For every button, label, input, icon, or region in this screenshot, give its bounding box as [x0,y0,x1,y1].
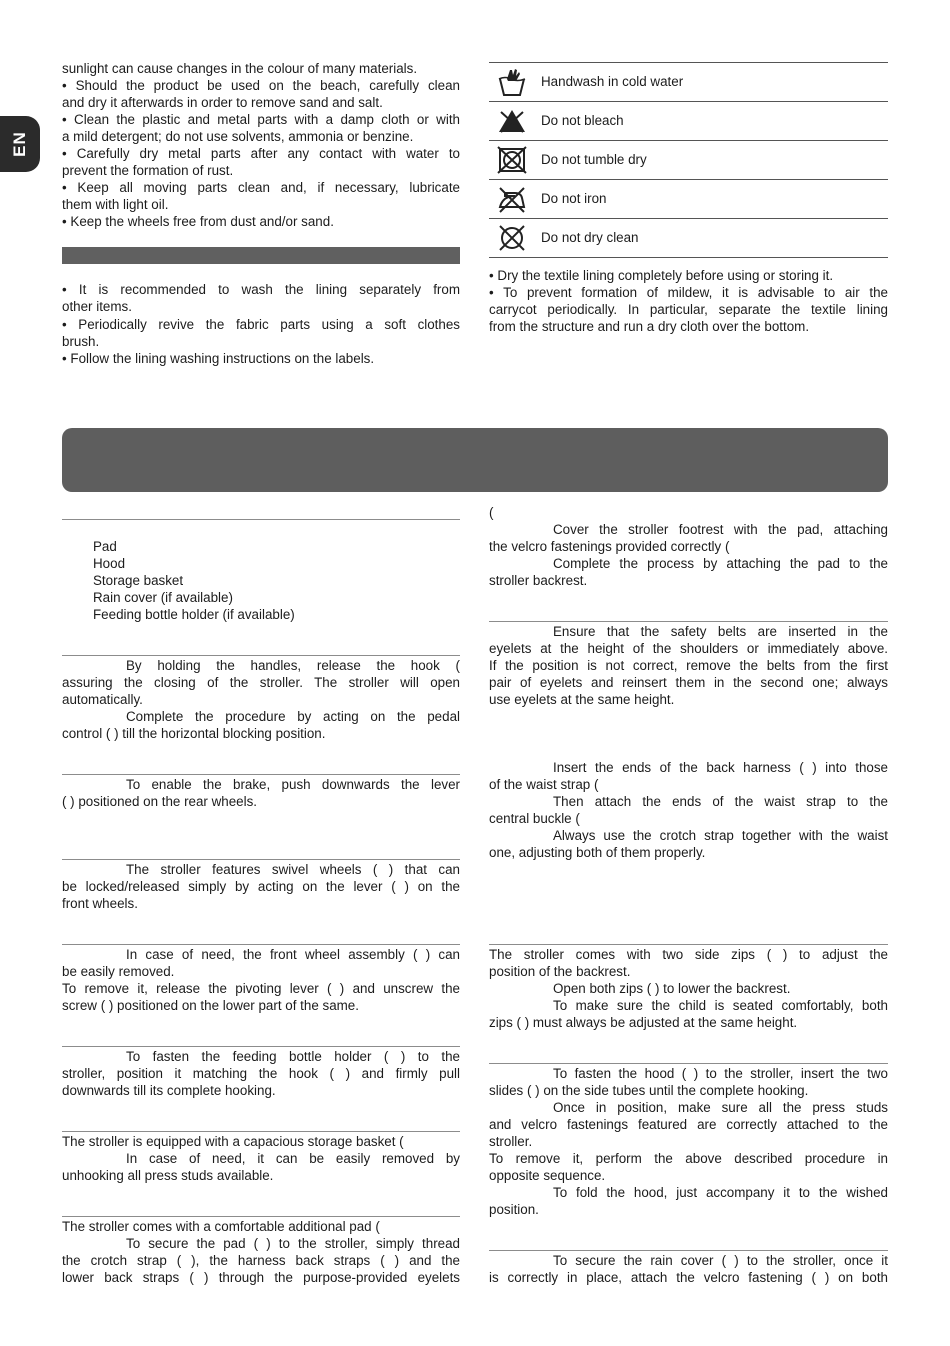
text-line: To remove it, perform the above described procedure in [489,1151,888,1166]
text-line: To enable the brake, push downwards the lever [126,777,460,792]
text-line: use eyelets at the same height. [489,692,675,707]
care-symbol-label: Handwash in cold water [541,74,684,89]
text-line: sunlight can cause changes in the colour of many materials. [62,61,418,76]
divider [62,774,460,775]
list-item: Storage basket [93,573,184,588]
text-line: pair of eyelets and reinsert them in the second one; always [489,675,888,690]
care-symbol-label: Do not tumble dry [541,152,647,167]
text-line: Open both zips ( ) to lower the backrest. [553,981,791,996]
language-tab [0,116,40,172]
text-line: front wheels. [62,896,138,911]
care-symbol-row [489,101,888,140]
text-line: position. [489,1202,539,1217]
text-line: one, adjusting both of them properly. [489,845,706,860]
text-line: Complete the process by attaching the pad to the [553,556,888,571]
care-symbols-table [489,62,888,258]
accessories-list [93,538,295,623]
text-line: them with light oil. [62,197,169,212]
text-line: Insert the ends of the back harness ( ) into those [553,760,888,775]
text-line: stroller, position it matching the hook ( ) and firmly pull [62,1066,460,1081]
text-line: ( ) positioned on the rear wheels. [62,794,258,809]
text-line: Cover the stroller footrest with the pad, attaching [553,522,888,537]
text-line: downwards till its complete hooking. [62,1083,276,1098]
text-line: To secure the pad ( ) to the stroller, simply thread [126,1236,460,1251]
text-line: central buckle ( [489,811,580,826]
text-line: The stroller comes with a comfortable additional pad ( [62,1219,380,1234]
text-line: other items. [62,299,132,314]
care-symbol-label: Do not dry clean [541,230,639,245]
care-symbol-row [489,62,888,101]
text-line: stroller backrest. [489,573,588,588]
divider [489,1063,888,1064]
text-line: stroller. [489,1134,533,1149]
care-symbol-label: Do not bleach [541,113,624,128]
list-item: Pad [93,539,117,554]
divider [62,1131,460,1132]
text-line: ( [489,505,494,520]
divider [62,655,460,656]
text-line: lower back straps ( ) through the purpose-provided eyelets [62,1270,460,1285]
text-line: a mild detergent; do not use solvents, ammonia or benzine. [62,129,414,144]
text-line: If the position is not correct, remove the belts from the first [489,658,888,673]
text-line: Once in position, make sure all the press studs [553,1100,888,1115]
text-line: To remove it, release the pivoting lever ( ) and unscrew the [62,981,460,996]
divider [489,944,888,945]
text-line: • Keep all moving parts clean and, if necessary, lubricate [62,180,460,195]
language-label: EN [10,131,29,157]
text-line: In case of need, the front wheel assembly ( ) can [126,947,460,962]
divider [489,1250,888,1251]
text-line: zips ( ) must always be adjusted at the same height. [489,1015,798,1030]
text-line: assuring the closing of the stroller. The stroller will open [62,675,460,690]
divider [489,621,888,622]
text-line: prevent the formation of rust. [62,163,234,178]
text-line: screw ( ) positioned on the lower part of the same. [62,998,359,1013]
text-line: from the structure and run a dry cloth over the bottom. [489,319,810,334]
list-item: Rain cover (if available) [93,590,233,605]
divider [62,859,460,860]
text-line: be easily removed. [62,964,175,979]
text-line: of the waist strap ( [489,777,599,792]
text-line: • Periodically revive the fabric parts using a soft clothes [62,317,460,332]
list-item: Hood [93,556,126,571]
care-symbol-label: Do not iron [541,191,607,206]
text-line: Then attach the ends of the waist strap to the [553,794,888,809]
divider [62,519,460,520]
no-tumble-dry-icon [497,145,527,175]
care-symbol-row [489,179,888,218]
text-line: To fasten the feeding bottle holder ( ) to the [126,1049,460,1064]
text-line: To fold the hood, just accompany it to the wished [553,1185,888,1200]
no-bleach-icon [497,106,527,136]
text-line: unhooking all press studs available. [62,1168,274,1183]
text-line: By holding the handles, release the hook ( [126,658,460,673]
text-line: carrycot periodically. In particular, separate the textile lining [489,302,888,317]
text-line: In case of need, it can be easily removed by [126,1151,460,1166]
text-line: control ( ) till the horizontal blocking position. [62,726,326,741]
text-line: The stroller is equipped with a capacious storage basket ( [62,1134,404,1149]
text-line: • Should the product be used on the beach, carefully clean [62,78,460,93]
divider [62,1046,460,1047]
text-line: • Dry the textile lining completely before using or storing it. [489,268,834,283]
text-line: position of the backrest. [489,964,631,979]
text-line: • It is recommended to wash the lining separately from [62,282,460,297]
care-symbol-row [489,140,888,179]
text-line: The stroller features swivel wheels ( ) that can [126,862,460,877]
text-line: the crotch strap ( ), the harness back straps ( ) and the [62,1253,460,1268]
text-line: brush. [62,334,100,349]
text-line: • Keep the wheels free from dust and/or sand. [62,214,334,229]
divider [62,944,460,945]
text-line: automatically. [62,692,143,707]
text-line: Complete the procedure by acting on the pedal [126,709,460,724]
text-line: To fasten the hood ( ) to the stroller, insert the two [553,1066,888,1081]
divider [62,1216,460,1217]
text-line: To make sure the child is seated comfortably, both [553,998,888,1013]
text-line: To secure the rain cover ( ) to the stroller, once it [553,1253,888,1268]
text-line: The stroller comes with two side zips ( ) to adjust the [489,947,888,962]
text-line: • Follow the lining washing instructions on the labels. [62,351,375,366]
text-line: Ensure that the safety belts are inserted in the [553,624,888,639]
handwash-icon [497,67,527,97]
text-line: • Carefully dry metal parts after any contact with water to [62,146,460,161]
text-line: Always use the crotch strap together with the waist [553,828,888,843]
text-line: be locked/released simply by acting on the lever ( ) on the [62,879,460,894]
section-header-bar [62,247,460,264]
text-line: the velcro fastenings provided correctly ( [489,539,730,554]
section-banner [62,428,888,492]
no-iron-icon [497,184,527,214]
text-line: and velcro fastenings featured are correctly attached to the [489,1117,888,1132]
text-line: • Clean the plastic and metal parts with a damp cloth or with [62,112,460,127]
text-line: and dry it afterwards in order to remove sand and salt. [62,95,383,110]
text-line: eyelets at the height of the shoulders or immediately above. [489,641,888,656]
text-line: is correctly in place, attach the velcro fastening ( ) on both [489,1270,888,1285]
text-line: • To prevent formation of mildew, it is advisable to air the [489,285,888,300]
text-line: opposite sequence. [489,1168,606,1183]
care-symbol-row [489,218,888,258]
no-dry-clean-icon [497,223,527,253]
text-line: slides ( ) on the side tubes until the complete hooking. [489,1083,809,1098]
list-item: Feeding bottle holder (if available) [93,607,295,622]
